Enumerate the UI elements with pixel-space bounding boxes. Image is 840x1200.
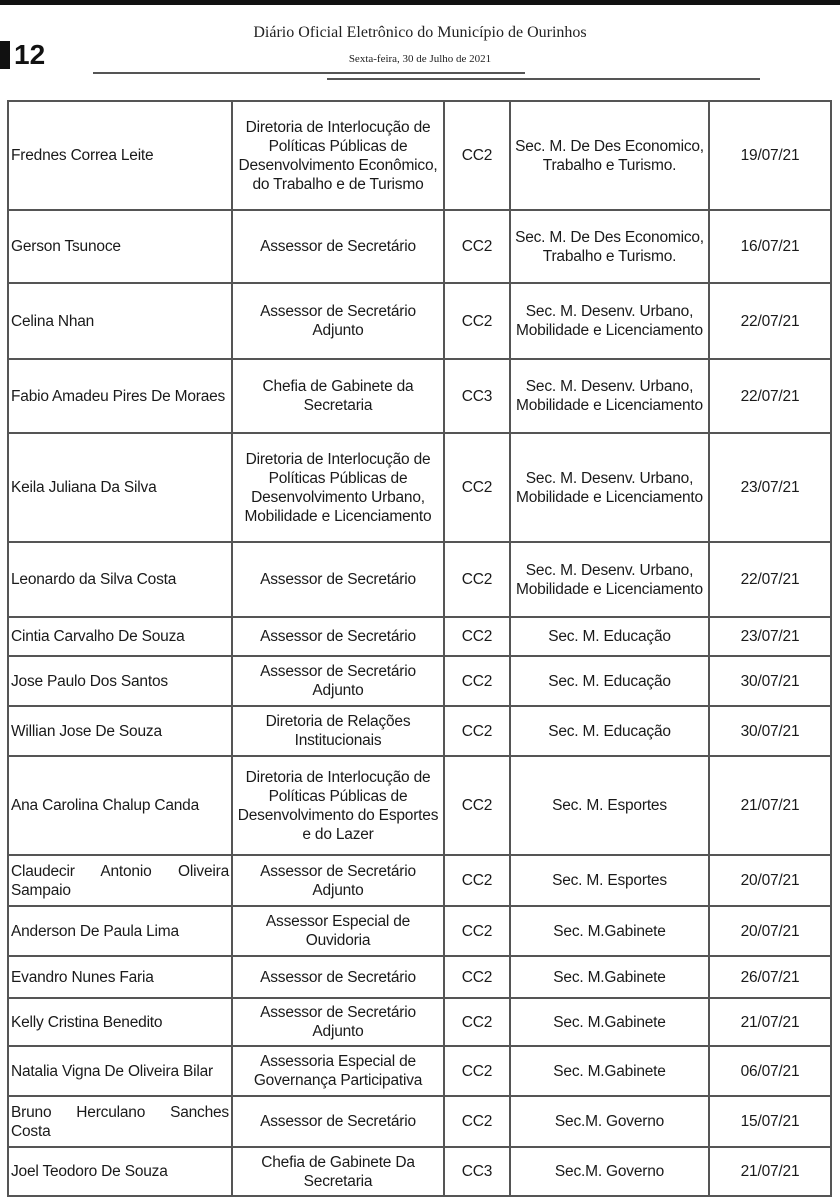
employee-name: Fabio Amadeu Pires De Moraes — [8, 359, 232, 433]
position-level: CC2 — [444, 906, 510, 956]
table-row — [8, 656, 831, 706]
appointment-date: 15/07/21 — [709, 1096, 831, 1147]
appointment-date: 16/07/21 — [709, 210, 831, 283]
employee-name: Joel Teodoro De Souza — [8, 1147, 232, 1196]
appointment-date: 26/07/21 — [709, 956, 831, 998]
employee-name: Frednes Correa Leite — [8, 101, 232, 210]
department: Sec. M. Desenv. Urbano, Mobilidade e Licenciamento — [510, 359, 709, 433]
table-row — [8, 617, 831, 656]
position-title: Assessor de Secretário — [232, 210, 444, 283]
table-row — [8, 433, 831, 542]
position-level: CC3 — [444, 1147, 510, 1196]
publication-title — [0, 24, 840, 42]
header-rule-bottom — [327, 78, 760, 80]
employee-name: Evandro Nunes Faria — [8, 956, 232, 998]
appointment-date: 30/07/21 — [709, 656, 831, 706]
table-row — [8, 101, 831, 210]
department: Sec. M. Educação — [510, 617, 709, 656]
table-row — [8, 1096, 831, 1147]
employee-name: Willian Jose De Souza — [8, 706, 232, 756]
position-title: Diretoria de Interlocução de Políticas Públicas de Desenvolvimento Econômico, do Trabalho e de Turismo — [232, 101, 444, 210]
position-title: Chefia de Gabinete Da Secretaria — [232, 1147, 444, 1196]
employee-name: Celina Nhan — [8, 283, 232, 359]
employee-name: Gerson Tsunoce — [8, 210, 232, 283]
position-title: Assessor de Secretário — [232, 542, 444, 617]
employee-name: Cintia Carvalho De Souza — [8, 617, 232, 656]
position-title: Assessor de Secretário Adjunto — [232, 283, 444, 359]
position-level: CC2 — [444, 706, 510, 756]
employee-name: Ana Carolina Chalup Canda — [8, 756, 232, 855]
appointment-date: 21/07/21 — [709, 756, 831, 855]
appointment-date: 19/07/21 — [709, 101, 831, 210]
department: Sec. M. De Des Economico, Trabalho e Turismo. — [510, 210, 709, 283]
employee-name: Jose Paulo Dos Santos — [8, 656, 232, 706]
department: Sec. M.Gabinete — [510, 906, 709, 956]
appointment-date: 21/07/21 — [709, 998, 831, 1046]
table-row — [8, 210, 831, 283]
page-number: 12 — [14, 39, 46, 70]
position-title: Assessor de Secretário Adjunto — [232, 998, 444, 1046]
position-level: CC2 — [444, 433, 510, 542]
position-title: Assessor de Secretário Adjunto — [232, 855, 444, 906]
position-title: Assessor de Secretário Adjunto — [232, 656, 444, 706]
appointment-date: 06/07/21 — [709, 1046, 831, 1096]
department: Sec. M.Gabinete — [510, 1046, 709, 1096]
employee-name: Leonardo da Silva Costa — [8, 542, 232, 617]
position-title: Assessor de Secretário — [232, 617, 444, 656]
department: Sec. M. Desenv. Urbano, Mobilidade e Licenciamento — [510, 283, 709, 359]
appointment-date: 20/07/21 — [709, 855, 831, 906]
position-level: CC2 — [444, 210, 510, 283]
position-level: CC2 — [444, 542, 510, 617]
position-level: CC2 — [444, 101, 510, 210]
position-level: CC2 — [444, 998, 510, 1046]
department: Sec. M. Desenv. Urbano, Mobilidade e Licenciamento — [510, 433, 709, 542]
publication-date: Sexta-feira, 30 de Julho de 2021 — [348, 53, 492, 65]
position-level: CC2 — [444, 656, 510, 706]
position-level: CC2 — [444, 617, 510, 656]
table-row — [8, 956, 831, 998]
appointment-date: 30/07/21 — [709, 706, 831, 756]
department: Sec. M. Desenv. Urbano, Mobilidade e Licenciamento — [510, 542, 709, 617]
publication-title-text: Diário Oficial Eletrônico do Município de Ourinhos — [253, 24, 587, 41]
table-row — [8, 283, 831, 359]
employee-name: Natalia Vigna De Oliveira Bilar — [8, 1046, 232, 1096]
appointment-date: 22/07/21 — [709, 542, 831, 617]
department: Sec.M. Governo — [510, 1096, 709, 1147]
appointments-table — [7, 100, 832, 1197]
employee-name: Anderson De Paula Lima — [8, 906, 232, 956]
employee-name: Claudecir Antonio Oliveira Sampaio — [8, 855, 232, 906]
employee-name: Bruno Herculano Sanches Costa — [8, 1096, 232, 1147]
position-title: Diretoria de Interlocução de Políticas Públicas de Desenvolvimento do Esportes e do Lazer — [232, 756, 444, 855]
department: Sec. M. Educação — [510, 656, 709, 706]
position-level: CC2 — [444, 956, 510, 998]
header-rule-top — [93, 72, 525, 74]
table-row — [8, 1147, 831, 1196]
position-level: CC2 — [444, 855, 510, 906]
position-level: CC3 — [444, 359, 510, 433]
position-level: CC2 — [444, 283, 510, 359]
department: Sec. M.Gabinete — [510, 998, 709, 1046]
table-row — [8, 359, 831, 433]
appointment-date: 23/07/21 — [709, 433, 831, 542]
table-row — [8, 1046, 831, 1096]
position-title: Assessor Especial de Ouvidoria — [232, 906, 444, 956]
position-title: Chefia de Gabinete da Secretaria — [232, 359, 444, 433]
department: Sec. M. De Des Economico, Trabalho e Turismo. — [510, 101, 709, 210]
position-title: Assessor de Secretário — [232, 1096, 444, 1147]
position-level: CC2 — [444, 756, 510, 855]
position-title: Diretoria de Relações Institucionais — [232, 706, 444, 756]
appointment-date: 22/07/21 — [709, 359, 831, 433]
department: Sec. M. Esportes — [510, 756, 709, 855]
employee-name: Keila Juliana Da Silva — [8, 433, 232, 542]
top-border — [0, 0, 840, 5]
appointment-date: 22/07/21 — [709, 283, 831, 359]
table-row — [8, 542, 831, 617]
position-title: Diretoria de Interlocução de Políticas Públicas de Desenvolvimento Urbano, Mobilidade e Licenciamento — [232, 433, 444, 542]
department: Sec. M. Esportes — [510, 855, 709, 906]
department: Sec.M. Governo — [510, 1147, 709, 1196]
table-row — [8, 998, 831, 1046]
table-row — [8, 756, 831, 855]
table-row — [8, 706, 831, 756]
position-title: Assessor de Secretário — [232, 956, 444, 998]
appointment-date: 23/07/21 — [709, 617, 831, 656]
appointment-date: 20/07/21 — [709, 906, 831, 956]
position-level: CC2 — [444, 1096, 510, 1147]
position-title: Assessoria Especial de Governança Participativa — [232, 1046, 444, 1096]
table-row — [8, 855, 831, 906]
department: Sec. M.Gabinete — [510, 956, 709, 998]
department: Sec. M. Educação — [510, 706, 709, 756]
position-level: CC2 — [444, 1046, 510, 1096]
table-row — [8, 906, 831, 956]
employee-name: Kelly Cristina Benedito — [8, 998, 232, 1046]
appointment-date: 21/07/21 — [709, 1147, 831, 1196]
